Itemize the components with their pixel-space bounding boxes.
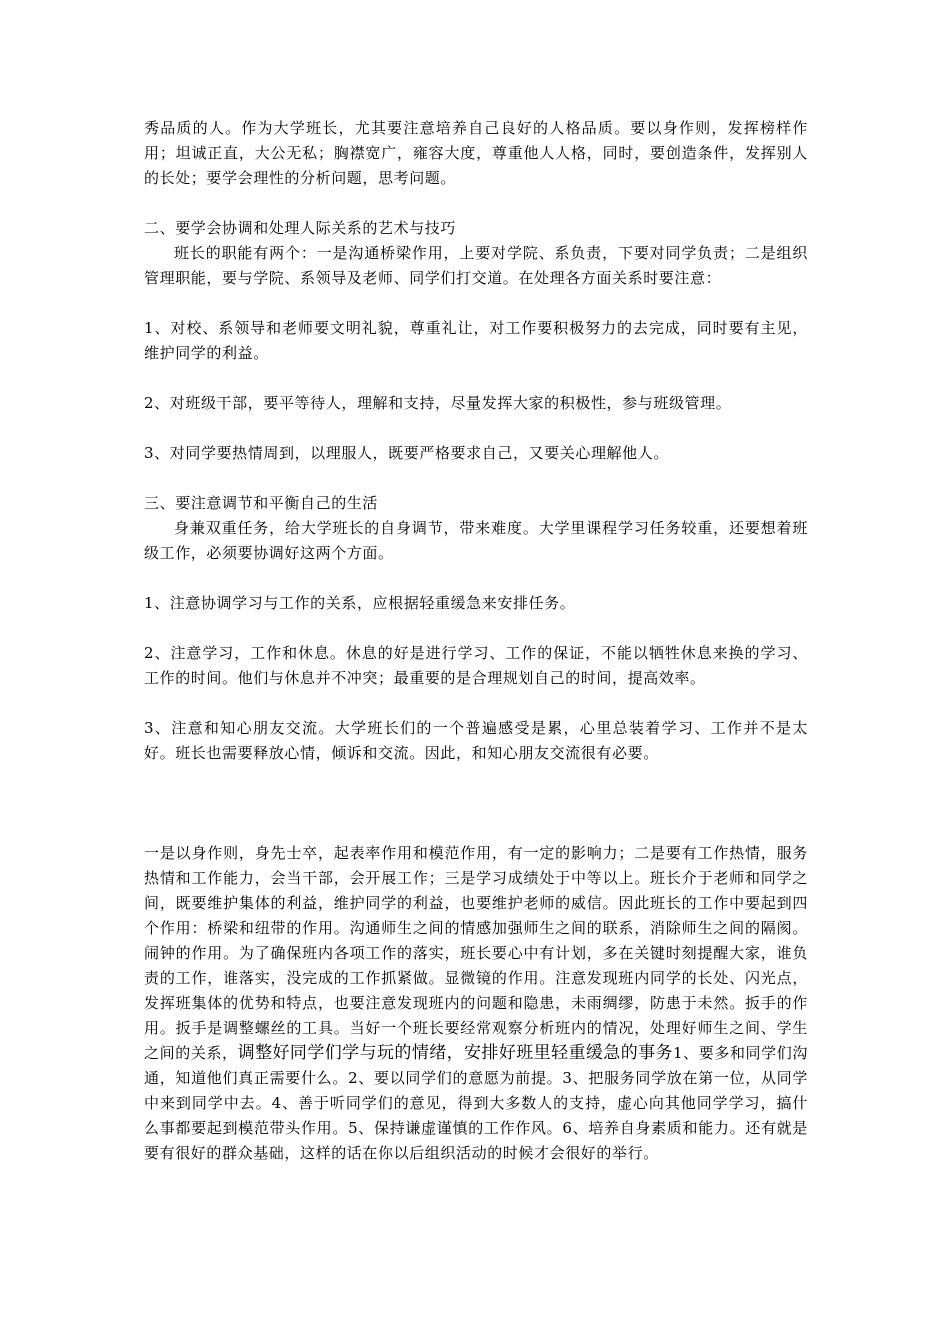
paragraph-monitor-roles-main: 一是以身作则，身先士卒，起表率作用和模范作用，有一定的影响力；二是要有工作热情，服务热情和工作能力，会当干部，会开展工作；三是学习成绩处于中等以上。班长介于老师和同学之间，既要维护集体的利益，维护同学的利益，也要维护老师的威信。因此班长的工作中要起到四个作用：桥梁和纽带的作用。沟通师生之间的情感加强师生之间的联系，消除师生之间的隔阂。闹钟的作用。为了确保班内各项工作的落实，班长要心中有计划，多在关键时刻提醒大家，谁负责的工作，谁落实，没完成的工作抓紧做。显微镜的作用。注意发现班内同学的长处、闪光点，发挥班集体的优势和特点，也要注意发现班内的问题和隐患，未雨绸缪，防患于未然。扳手的作用。扳手是调整螺丝的工具。当好一个班长要经常观察分析班内的情况，处理好师生之间、学生之间的关系， [144, 844, 808, 1062]
spacer [144, 191, 808, 216]
document-body [144, 116, 808, 1166]
paragraph-dual-tasks: 身兼双重任务，给大学班长的自身调节，带来难度。大学里课程学习任务较重，还要想着班级工作，必须要协调好这两个方面。 [144, 519, 808, 562]
spacer [144, 466, 808, 491]
spacer [144, 291, 808, 316]
list-item-2-3: 3、对同学要热情周到，以理服人，既要严格要求自己，又要关心理解他人。 [144, 444, 669, 462]
paragraph-monitor-roles-emphasis: 调整好同学们学与玩的情绪，安排好班里轻重缓急的事务 [237, 1043, 673, 1063]
section-heading-3: 三、要注意调节和平衡自己的生活 [144, 494, 379, 512]
list-item-3-1: 1、注意协调学习与工作的关系，应根据轻重缓急来安排任务。 [144, 594, 576, 612]
spacer [144, 616, 808, 641]
list-item-3-3: 3、注意和知心朋友交流。大学班长们的一个普遍感受是累，心里总装着学习、工作并不是太好。班长也需要释放心情，倾诉和交流。因此，和知心朋友交流很有必要。 [144, 719, 808, 762]
section-heading-2: 二、要学会协调和处理人际关系的艺术与技巧 [144, 219, 457, 237]
paragraph-personal-qualities: 秀品质的人。作为大学班长，尤其要注意培养自己良好的人格品质。要以身作则，发挥榜样作用；坦诚正直，大公无私；胸襟宽广，雍容大度，尊重他人人格，同时，要创造条件，发挥别人的长处；要学会理性的分析问题，思考问题。 [144, 119, 808, 187]
paragraph-monitor-functions: 班长的职能有两个：一是沟通桥梁作用，上要对学院、系负责，下要对同学负责；二是组织管理职能，要与学院、系领导及老师、同学们打交道。在处理各方面关系时要注意： [144, 244, 808, 287]
list-item-2-1: 1、对校、系领导和老师要文明礼貌，尊重礼让，对工作要积极努力的去完成，同时要有主见，维护同学的利益。 [144, 319, 808, 362]
list-item-3-2: 2、注意学习，工作和休息。休息的好是进行学习、工作的保证，不能以牺牲休息来换的学习、工作的时间。他们与休息并不冲突；最重要的是合理规划自己的时间，提高效率。 [144, 644, 808, 687]
spacer [144, 416, 808, 441]
spacer [144, 766, 808, 841]
paragraph-monitor-roles-tips: 1、要多和同学们沟通，知道他们真正需要什么。2、要以同学们的意愿为前提。3、把服务同学放在第一位，从同学中来到同学中去。4、善于听同学们的意见，得到大多数人的支持，虚心向其他同学学习，搞什么事都要起到模范带头作用。5、保持谦虚谨慎的工作作风。6、培养自身素质和能力。还有就是要有很好的群众基础，这样的话在你以后组织活动的时候才会很好的举行。 [144, 1044, 808, 1162]
spacer [144, 566, 808, 591]
list-item-2-2: 2、对班级干部，要平等待人，理解和支持，尽量发挥大家的积极性，参与班级管理。 [144, 394, 732, 412]
spacer [144, 691, 808, 716]
spacer [144, 366, 808, 391]
paragraph-monitor-roles [144, 841, 808, 1166]
